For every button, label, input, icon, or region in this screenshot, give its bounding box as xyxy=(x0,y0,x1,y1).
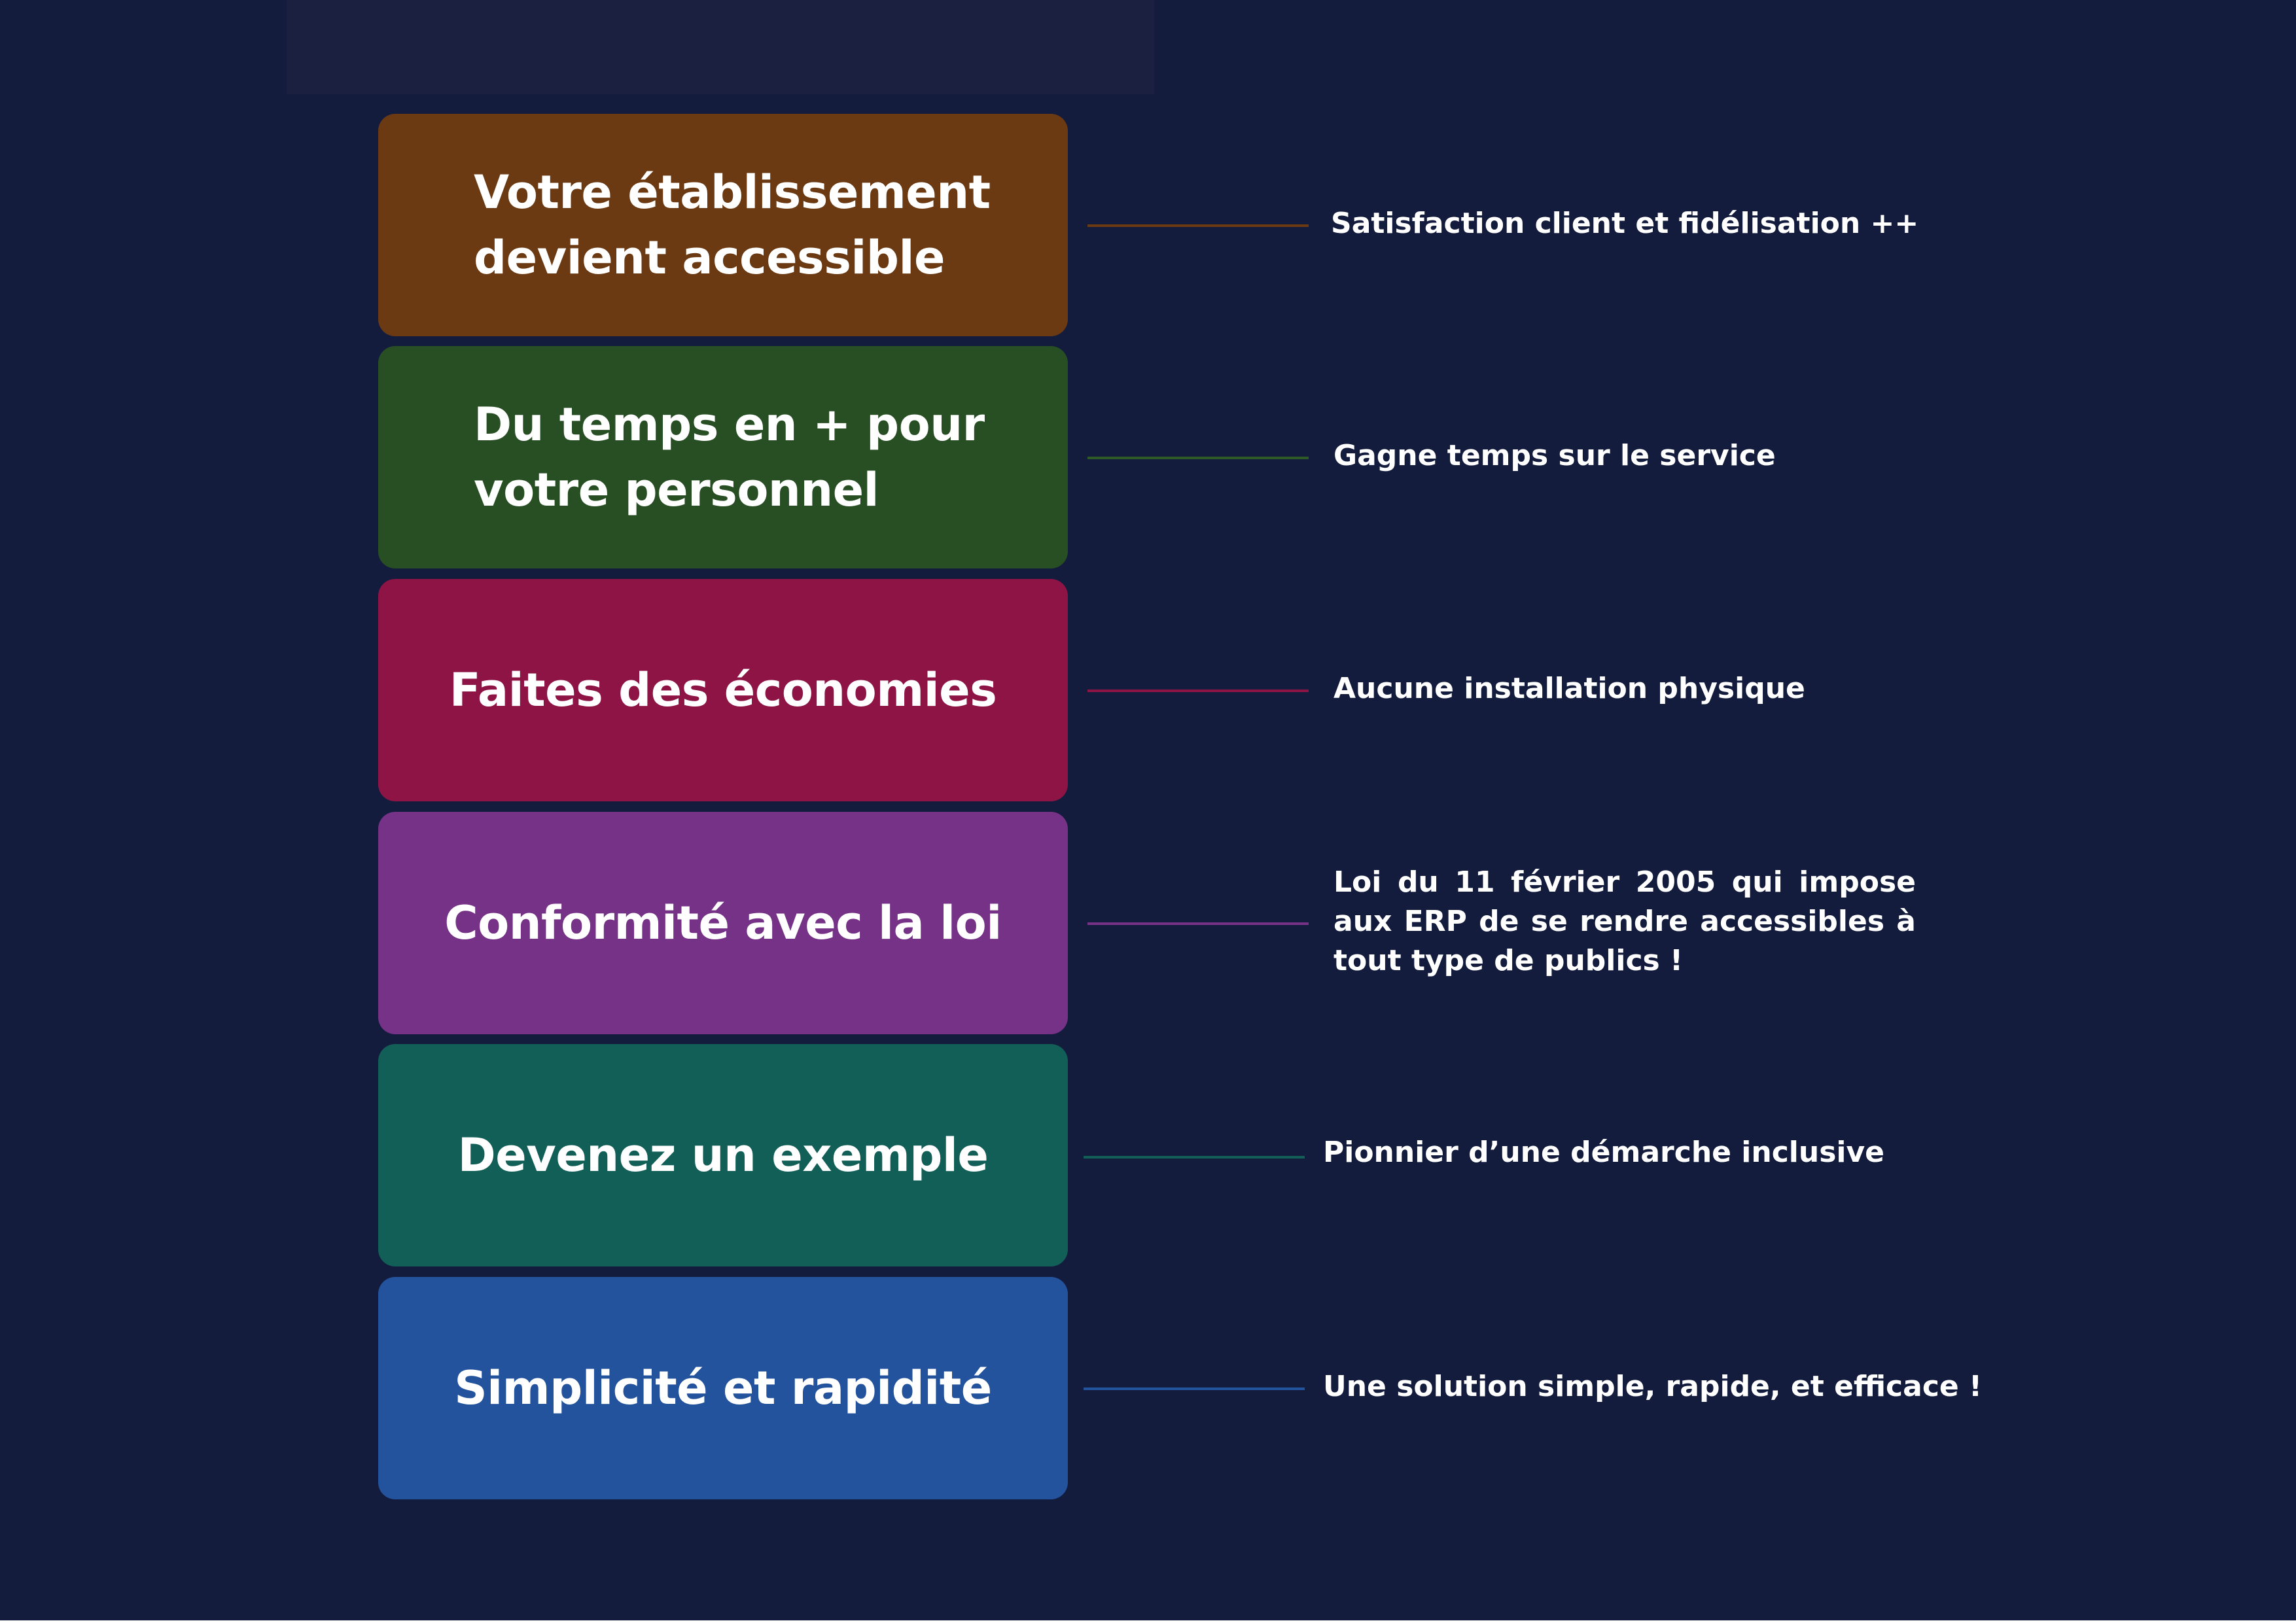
benefit-description: Satisfaction client et fidélisation ++ xyxy=(1331,207,1919,240)
connector-line xyxy=(1087,457,1309,459)
benefit-description: Loi du 11 février 2005 qui impose aux ERP de se rendre accessibles à tout type de publics ! xyxy=(1333,865,1916,977)
benefit-row-example xyxy=(0,1044,2296,1266)
benefit-description: Aucune installation physique xyxy=(1333,672,1805,705)
benefit-title: Faites des économies xyxy=(449,663,997,717)
benefit-title: Conformité avec la loi xyxy=(444,896,1002,950)
benefit-card-savings xyxy=(378,579,1068,801)
benefit-title: Votre établissement devient accessible xyxy=(474,166,991,285)
benefit-title: Du temps en + pour votre personnel xyxy=(474,398,985,517)
benefit-title: Simplicité et rapidité xyxy=(454,1361,992,1415)
benefit-description: Gagne temps sur le service xyxy=(1333,439,1776,472)
benefit-row-time xyxy=(0,346,2296,568)
benefit-title: Devenez un exemple xyxy=(457,1128,989,1182)
connector-line xyxy=(1087,224,1309,227)
benefit-row-accessible xyxy=(0,114,2296,336)
benefit-card-simplicity xyxy=(378,1277,1068,1499)
connector-line xyxy=(1087,922,1309,925)
benefit-row-compliance xyxy=(0,812,2296,1034)
benefit-row-simplicity xyxy=(0,1277,2296,1499)
benefit-card-example xyxy=(378,1044,1068,1266)
benefit-card-accessible xyxy=(378,114,1068,336)
benefit-card-time xyxy=(378,346,1068,568)
connector-line xyxy=(1084,1387,1305,1390)
benefit-description: Une solution simple, rapide, et efficace ! xyxy=(1323,1370,1983,1403)
connector-line xyxy=(1087,689,1309,692)
benefit-row-savings xyxy=(0,579,2296,801)
connector-line xyxy=(1084,1156,1305,1159)
bottom-edge xyxy=(0,1620,2296,1623)
benefit-card-compliance xyxy=(378,812,1068,1034)
benefit-description: Pionnier d’une démarche inclusive xyxy=(1323,1136,1884,1169)
